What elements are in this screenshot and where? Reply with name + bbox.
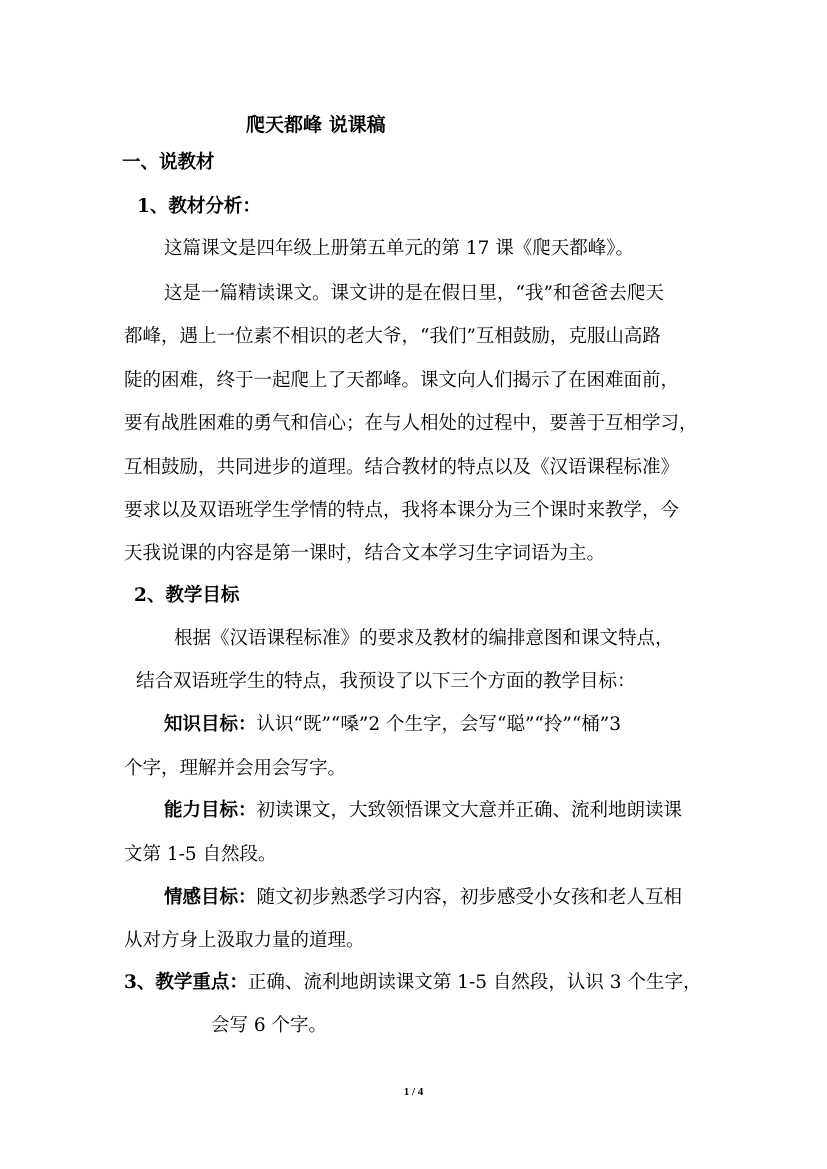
ability-goal-label: 能力目标： — [164, 800, 257, 821]
paragraph-line: 根据《汉语课程标准》的要求及教材的编排意图和课文特点， — [174, 628, 674, 649]
ability-goal — [164, 799, 682, 823]
paragraph-line: 天我说课的内容是第一课时，结合文本学习生字词语为主。 — [124, 543, 606, 564]
knowledge-goal-text: 认识“既”“嗓”2 个生字，会写“聪”“拎”“桶”3 — [256, 714, 622, 735]
paragraph-line: 要求以及双语班学生学情的特点，我将本课分为三个课时来教学，今 — [124, 500, 680, 521]
teaching-focus — [124, 971, 701, 995]
paragraph-line: 从对方身上汲取力量的道理。 — [124, 930, 365, 951]
knowledge-goal-label: 知识目标： — [164, 714, 257, 735]
paragraph-line: 互相鼓励，共同进步的道理。结合教材的特点以及《汉语课程标准》 — [124, 457, 680, 478]
page-number: 1 / 4 — [403, 1086, 424, 1098]
teaching-focus-text: 正确、流利地朗读课文第 1-5 自然段，认识 3 个生字， — [247, 972, 702, 993]
subheading-teaching-goals: 2、教学目标 — [134, 585, 240, 606]
ability-goal-text: 初读课文，大致领悟课文大意并正确、流利地朗读课 — [256, 800, 683, 821]
knowledge-goal — [164, 713, 621, 737]
paragraph-line: 这是一篇精读课文。课文讲的是在假日里，“我”和爸爸去爬天 — [164, 283, 664, 304]
paragraph-line: 个字，理解并会用会写字。 — [124, 758, 347, 779]
teaching-focus-label: 3、教学重点： — [124, 972, 248, 993]
section-heading-teaching-material: 一、说教材 — [122, 152, 215, 173]
emotion-goal-text: 随文初步熟悉学习内容，初步感受小女孩和老人互相 — [256, 887, 683, 908]
paragraph-line: 文第 1-5 自然段。 — [124, 844, 277, 865]
paragraph-line: 都峰，遇上一位素不相识的老大爷，“我们”互相鼓励，克服山高路 — [124, 326, 661, 347]
emotion-goal — [164, 886, 682, 910]
paragraph-line: 要有战胜困难的勇气和信心；在与人相处的过程中，要善于互相学习， — [124, 413, 698, 434]
subheading-material-analysis: 1、教材分析： — [137, 196, 261, 217]
paragraph-line: 会写 6 个字。 — [211, 1015, 328, 1036]
document-title: 爬天都峰 说课稿 — [246, 114, 386, 136]
paragraph-intro: 这篇课文是四年级上册第五单元的第 17 课《爬天都峰》。 — [164, 238, 635, 259]
paragraph-line: 陡的困难，终于一起爬上了天都峰。课文向人们揭示了在困难面前， — [124, 370, 680, 391]
paragraph-line: 结合双语班学生的特点，我预设了以下三个方面的教学目标： — [136, 671, 636, 692]
emotion-goal-label: 情感目标： — [164, 887, 257, 908]
